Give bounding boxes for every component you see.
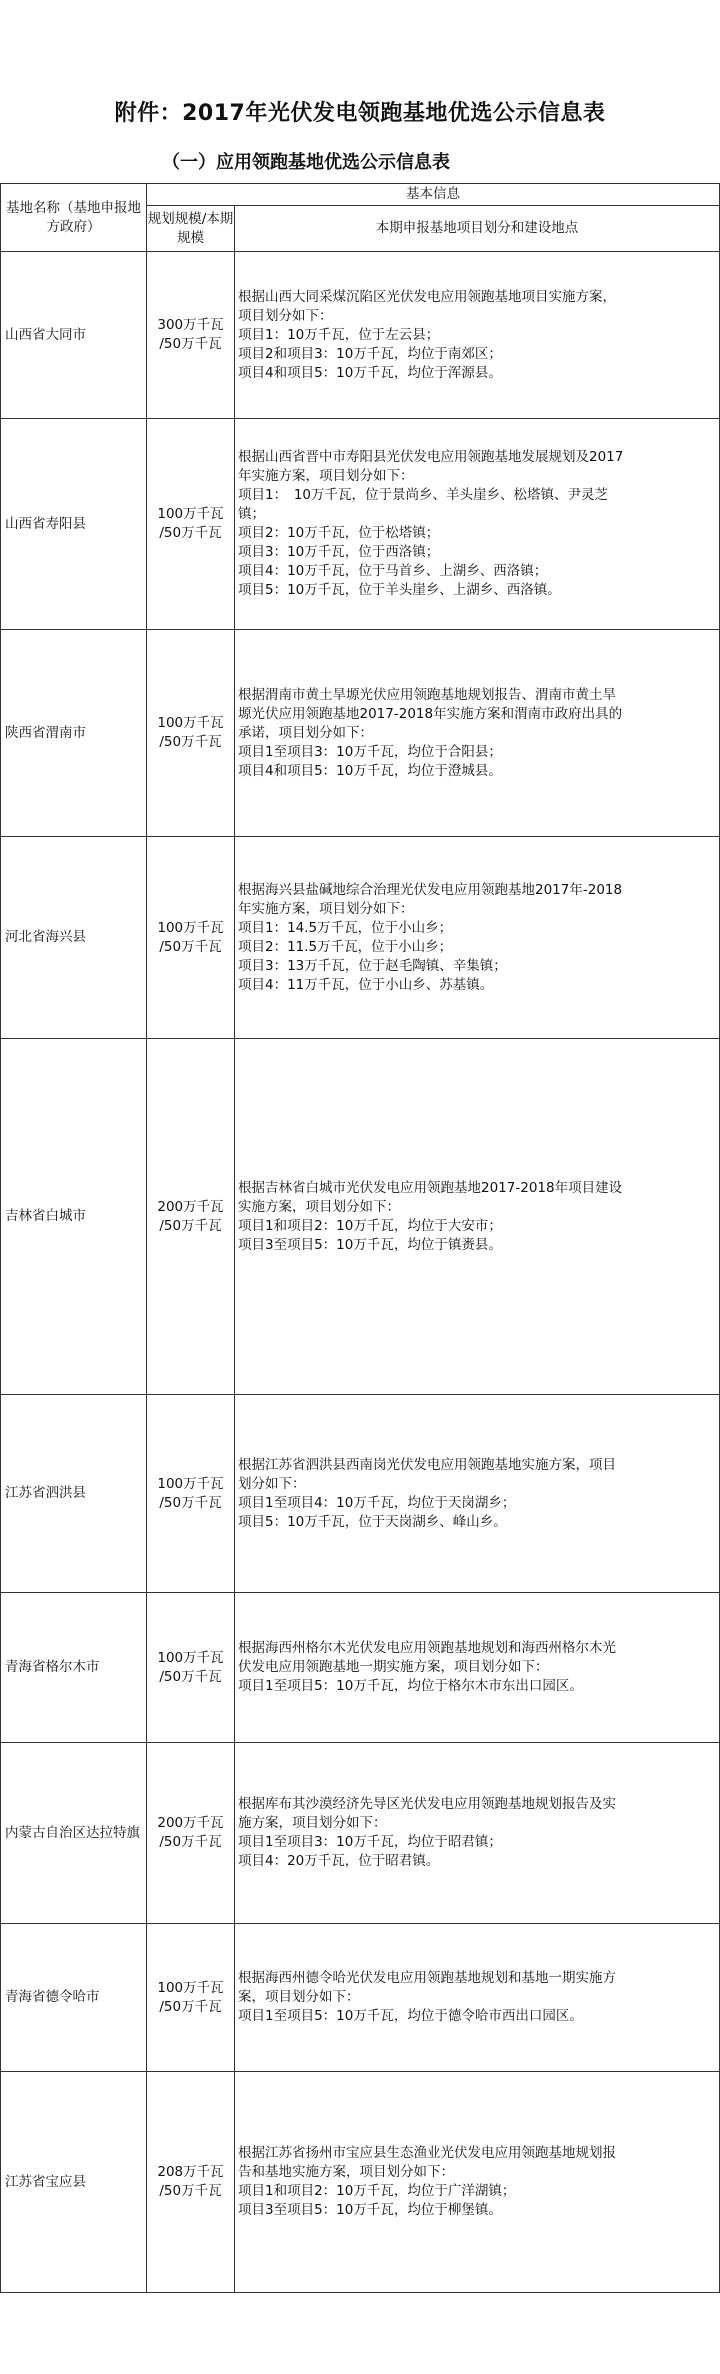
project-info-line: 项目1和项目2：10万千瓦，均位于大安市； [238,1217,502,1234]
scale-cell [147,252,235,419]
info-table [0,183,720,2293]
project-info-line: 根据吉林省白城市光伏发电应用领跑基地2017-2018年项目建设 [238,1179,623,1196]
project-info-line: 根据江苏省泗洪县西南岗光伏发电应用领跑基地实施方案，项目 [238,1456,616,1473]
scale-cell [147,630,235,837]
planned-scale: 200万千瓦 [157,1815,224,1831]
project-info-line: 年实施方案，项目划分如下： [238,900,414,917]
project-info-line: 年实施方案，项目划分如下： [238,468,414,484]
scale-cell [147,1924,235,2072]
project-info-line: 项目1：14.5万千瓦，位于小山乡； [238,919,453,936]
project-info-line: 项目5：10万千瓦，位于天岗湖乡、峰山乡。 [238,1513,507,1530]
scale-cell [147,419,235,630]
base-location-cell: 山西省寿阳县 [1,419,147,630]
section-title: （一）应用领跑基地优选公示信息表 [162,152,450,173]
project-info-line: 塬光伏应用领跑基地2017-2018年实施方案和渭南市政府出具的 [238,705,623,722]
base-location-cell: 吉林省白城市 [1,1039,147,1395]
base-location-cell: 河北省海兴县 [1,837,147,1039]
project-info-cell [235,1924,720,2072]
table-row [1,1593,720,1743]
scale-cell [147,1039,235,1395]
project-info-cell [235,419,720,630]
table-row [1,837,720,1039]
project-info-cell [235,1395,720,1593]
project-info-line: 项目1至项目3：10万千瓦，均位于合阳县； [238,743,502,760]
base-location-cell: 江苏省泗洪县 [1,1395,147,1593]
planned-scale: 200万千瓦 [157,1198,224,1215]
project-info-line: 项目3：13万千瓦，位于赵毛陶镇、辛集镇； [238,957,507,974]
table-row [1,419,720,630]
table-body [1,252,720,2293]
planned-scale: 208万千瓦 [157,2164,224,2180]
current-scale: /50万千瓦 [159,938,222,955]
header-base-name: 基地名称（基地申报地方政府） [1,184,147,252]
project-info-line: 项目5：10万千瓦，位于羊头崖乡、上湖乡、西洛镇。 [238,582,561,598]
table-row [1,630,720,837]
planned-scale: 100万千瓦 [157,1475,224,1492]
table-row [1,1743,720,1924]
base-location-cell: 山西省大同市 [1,252,147,419]
project-info-line: 项目4和项目5：10万千瓦，均位于澄城县。 [238,762,502,779]
base-location-cell: 江苏省宝应县 [1,2072,147,2293]
scale-cell [147,1743,235,1924]
project-info-line: 项目4和项目5：10万千瓦，均位于浑源县。 [238,364,502,381]
page-title: 附件：2017年光伏发电领跑基地优选公示信息表 [114,101,606,126]
project-info-line: 项目3至项目5：10万千瓦，均位于柳堡镇。 [238,2202,502,2218]
project-info-line: 项目4：10万千瓦，位于马首乡、上湖乡、西洛镇； [238,563,548,579]
project-info-line: 镇； [238,506,265,522]
project-info-line: 项目1至项目4：10万千瓦，均位于天岗湖乡； [238,1494,516,1511]
project-info-line: 项目1和项目2：10万千瓦，均位于广洋湖镇； [238,2183,516,2199]
planned-scale: 100万千瓦 [157,919,224,936]
project-info-line: 根据海西州格尔木光伏发电应用领跑基地规划和海西州格尔木光 [238,1640,616,1656]
project-info-line: 根据江苏省扬州市宝应县生态渔业光伏发电应用领跑基地规划报 [238,2145,616,2161]
header-basic-info: 基本信息 [147,184,720,206]
project-info-line: 实施方案，项目划分如下： [238,1198,400,1215]
header-scale: 规划规模/本期规模 [147,206,235,252]
project-info-line: 项目2和项目3：10万千瓦，均位于南郊区； [238,345,502,362]
project-info-line: 伏发电应用领跑基地一期实施方案，项目划分如下： [238,1659,549,1675]
base-location-cell: 青海省格尔木市 [1,1593,147,1743]
current-scale: /50万千瓦 [159,734,222,750]
project-info-line: 项目4：11万千瓦，位于小山乡、苏基镇。 [238,976,494,993]
current-scale: /50万千瓦 [159,2183,222,2199]
current-scale: /50万千瓦 [159,1217,222,1234]
scale-cell [147,1593,235,1743]
project-info-line: 划分如下： [238,1475,306,1492]
base-location-cell: 陕西省渭南市 [1,630,147,837]
current-scale: /50万千瓦 [159,1834,222,1850]
project-info-line: 承诺，项目划分如下： [238,724,373,741]
table-row [1,1039,720,1395]
project-info-line: 施方案，项目划分如下： [238,1815,387,1831]
project-info-line: 案，项目划分如下： [238,1989,360,2005]
table-row [1,2072,720,2293]
project-info-cell [235,1593,720,1743]
scale-cell [147,2072,235,2293]
project-info-line: 根据渭南市黄土旱塬光伏应用领跑基地规划报告、渭南市黄土旱 [238,686,616,703]
project-info-line: 项目1：10万千瓦，位于左云县； [238,326,440,343]
planned-scale: 100万千瓦 [157,1979,224,1996]
project-info-cell [235,2072,720,2293]
current-scale: /50万千瓦 [159,1998,222,2015]
project-info-cell [235,630,720,837]
project-info-line: 项目1至项目5：10万千瓦，均位于格尔木市东出口园区。 [238,1678,583,1694]
project-info-line: 根据山西省晋中市寿阳县光伏发电应用领跑基地发展规划及2017 [238,449,624,465]
project-info-line: 根据库布其沙漠经济先导区光伏发电应用领跑基地规划报告及实 [238,1796,616,1812]
table-header-row-1 [1,184,720,206]
project-info-line: 项目3至项目5：10万千瓦，均位于镇赉县。 [238,1236,502,1253]
table-row [1,1924,720,2072]
project-info-cell [235,1039,720,1395]
table-row [1,252,720,419]
project-info-line: 项目2：10万千瓦，位于松塔镇； [238,525,440,541]
planned-scale: 300万千瓦 [157,317,224,333]
project-info-line: 告和基地实施方案，项目划分如下： [238,2164,454,2180]
current-scale: /50万千瓦 [159,1494,222,1511]
project-info-line: 根据海西州德令哈光伏发电应用领跑基地规划和基地一期实施方 [238,1970,616,1986]
base-location-cell: 青海省德令哈市 [1,1924,147,2072]
project-info-line: 根据海兴县盐碱地综合治理光伏发电应用领跑基地2017年-2018 [238,881,623,898]
current-scale: /50万千瓦 [159,1668,222,1685]
table-row [1,1395,720,1593]
project-info-cell [235,252,720,419]
project-info-line: 项目1至项目3：10万千瓦，均位于昭君镇； [238,1834,502,1850]
project-info-line: 根据山西大同采煤沉陷区光伏发电应用领跑基地项目实施方案， [238,288,616,305]
base-location-cell: 内蒙古自治区达拉特旗 [1,1743,147,1924]
project-info-cell [235,837,720,1039]
planned-scale: 100万千瓦 [157,715,224,731]
project-info-line: 项目1： 10万千瓦，位于景尚乡、羊头崖乡、松塔镇、尹灵芝 [238,487,609,503]
project-info-line: 项目3：10万千瓦，位于西洛镇； [238,544,440,560]
scale-cell [147,837,235,1039]
project-info-line: 项目1至项目5：10万千瓦，均位于德令哈市西出口园区。 [238,2008,583,2024]
planned-scale: 100万千瓦 [157,506,224,522]
project-info-line: 项目4：20万千瓦，位于昭君镇。 [238,1853,440,1869]
current-scale: /50万千瓦 [159,525,222,541]
header-project-division: 本期申报基地项目划分和建设地点 [235,206,720,252]
planned-scale: 100万千瓦 [157,1649,224,1666]
scale-cell [147,1395,235,1593]
project-info-cell [235,1743,720,1924]
current-scale: /50万千瓦 [159,336,222,352]
project-info-line: 项目划分如下： [238,307,333,324]
project-info-line: 项目2：11.5万千瓦，位于小山乡； [238,938,453,955]
